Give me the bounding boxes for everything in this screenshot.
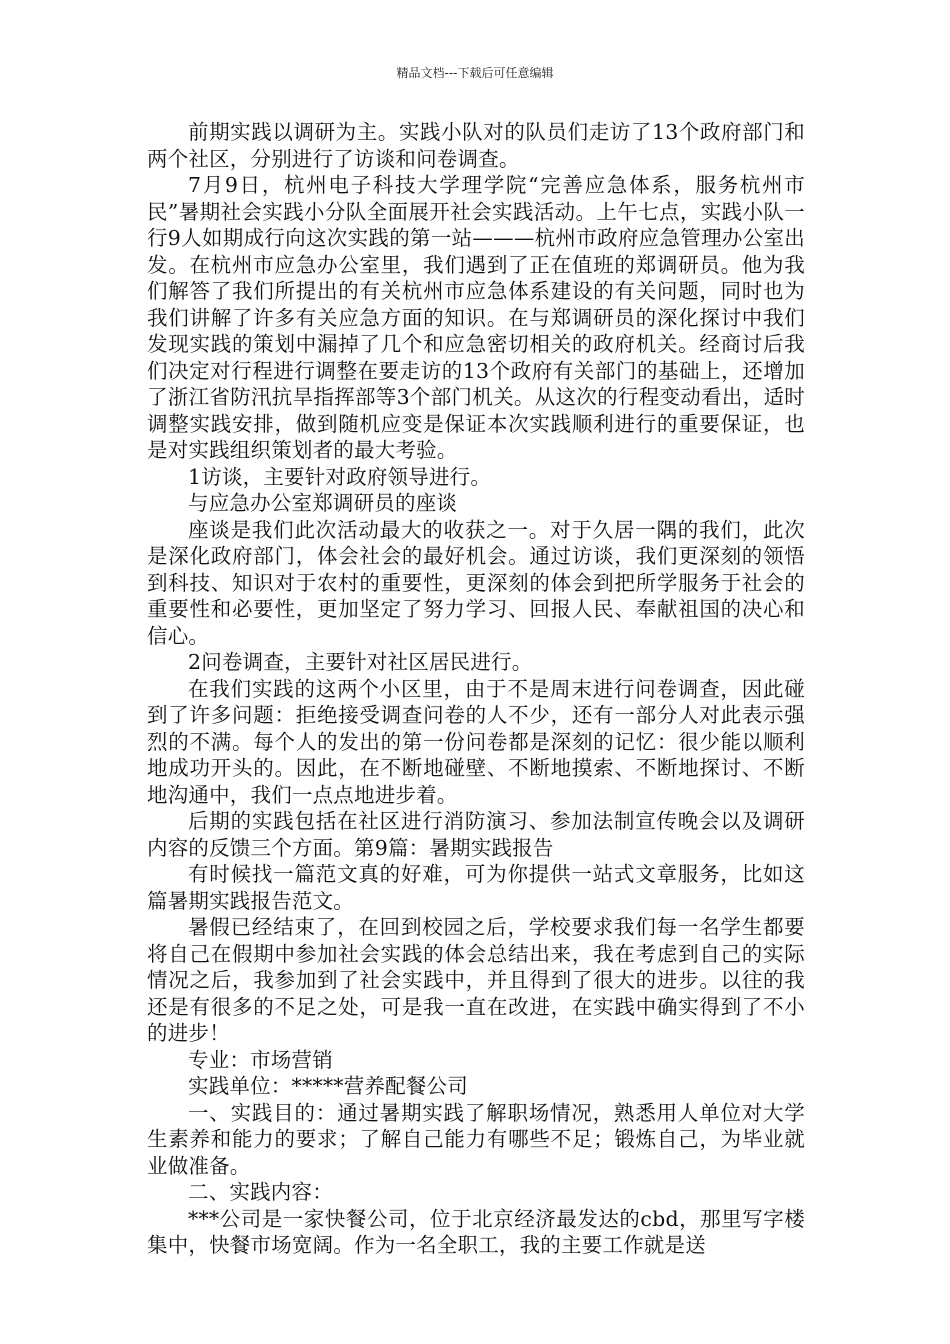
paragraph: 一、实践目的：通过暑期实践了解职场情况，熟悉用人单位对大学生素养和能力的要求；了解自己能力有哪些不足；锻炼自己，为毕业就业做准备。 [147,1100,805,1178]
paragraph: 在我们实践的这两个小区里，由于不是周末进行问卷调查，因此碰到了许多问题：拒绝接受调查问卷的人不少，还有一部分人对此表示强烈的不满。每个人的发出的第一份问卷都是深刻的记忆：很少能以顺利地成功开头的。因此，在不断地碰壁、不断地摸索、不断地探讨、不断地沟通中，我们一点点地进步着。 [147,676,805,807]
paragraph: 前期实践以调研为主。实践小队对的队员们走访了13个政府部门和两个社区，分别进行了访谈和问卷调查。 [147,120,805,171]
paragraph: 1访谈，主要针对政府领导进行。 [188,464,492,489]
paragraph: 二、实践内容： [188,1180,333,1204]
paragraph: 后期的实践包括在社区进行消防演习、参加法制宣传晚会以及调研内容的反馈三个方面。第9篇：暑期实践报告 [147,809,805,860]
paragraph: 有时候找一篇范文真的好难，可为你提供一站式文章服务，比如这篇暑期实践报告范文。 [147,862,805,913]
document-body [147,119,805,1259]
paragraph: 7月9日，杭州电子科技大学理学院“完善应急体系，服务杭州市民”暑期社会实践小分队全面展开社会实践活动。上午七点，实践小队一行9人如期成行向这次实践的第一站———杭州市政府应急管理办公室出发。在杭州市应急办公室里，我们遇到了正在值班的郑调研员。他为我们解答了我们所提出的有关杭州市应急体系建设的有关问题，同时也为我们讲解了许多有关应急方面的知识。在与郑调研员的深化探讨中我们发现实践的策划中漏掉了几个和应急密切相关的政府机关。经商讨后我们决定对行程进行调整在要走访的13个政府有关部门的基础上，还增加了浙江省防汛抗旱指挥部等3个部门机关。从这次的行程变动看出，适时调整实践安排，做到随机应变是保证本次实践顺利进行的重要保证，也是对实践组织策划者的最大考验。 [147,173,805,462]
paragraph: 专业：市场营销 [188,1047,333,1072]
paragraph: 实践单位：*****营养配餐公司 [188,1074,468,1098]
paragraph: ***公司是一家快餐公司，位于北京经济最发达的cbd，那里写字楼集中，快餐市场宽阔。作为一名全职工，我的主要工作就是送 [147,1206,805,1257]
paragraph: 与应急办公室郑调研员的座谈 [188,491,458,515]
page-header: 精品文档---下载后可任意编辑 [396,66,554,80]
paragraph: 暑假已经结束了，在回到校园之后，学校要求我们每一名学生都要将自己在假期中参加社会实践的体会总结出来，我在考虑到自己的实际情况之后，我参加到了社会实践中，并且得到了很大的进步。以往的我还是有很多的不足之处，可是我一直在改进，在实践中确实得到了不小的进步！ [147,915,805,1045]
paragraph: 2问卷调查，主要针对社区居民进行。 [188,650,533,674]
paragraph: 座谈是我们此次活动最大的收获之一。对于久居一隅的我们，此次是深化政府部门，体会社会的最好机会。通过访谈，我们更深刻的领悟到科技、知识对于农村的重要性，更深刻的体会到把所学服务于社会的重要性和必要性，更加坚定了努力学习、回报人民、奉献祖国的决心和信心。 [147,517,805,648]
